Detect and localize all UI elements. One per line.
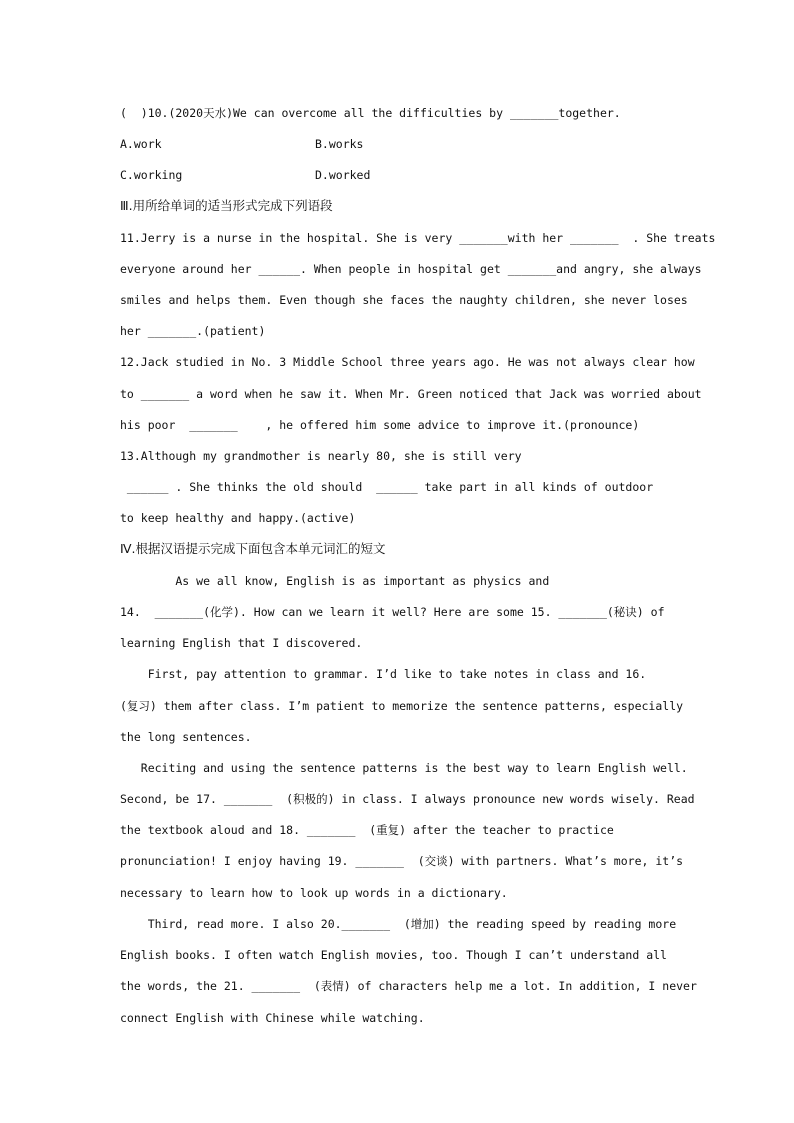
passage-line: learning English that I discovered. [120,636,363,650]
question-11-line: smiles and helps them. Even though she faces the naughty children, she never loses [120,293,688,307]
question-13-line: 13.Although my grandmother is nearly 80, she is still very [120,449,522,463]
passage-line: the long sentences. [120,730,252,744]
question-12-line: 12.Jack studied in No. 3 Middle School three years ago. He was not always clear how [120,355,695,369]
section-4-heading: Ⅳ.根据汉语提示完成下面包含本单元词汇的短文 [120,541,386,556]
question-10-stem: ( )10.(2020天水)We can overcome all the difficulties by _______together. [120,106,621,120]
passage-line: Third, read more. I also 20._______ (增加) the reading speed by reading more [120,917,677,931]
passage-line: connect English with Chinese while watching. [120,1011,425,1025]
question-11-line: 11.Jerry is a nurse in the hospital. She is very _______with her _______ . She treats [120,231,716,245]
passage-line: English books. I often watch English movies, too. Though I can’t understand all [120,948,667,962]
passage-line: Second, be 17. _______ (积极的) in class. I always pronounce new words wisely. Read [120,792,695,806]
question-13-line: ______ . She thinks the old should ______ take part in all kinds of outdoor [120,480,654,494]
passage-line: As we all know, English is as important as physics and [120,574,550,588]
passage-line: First, pay attention to grammar. I’d like to take notes in class and 16. [120,667,647,681]
passage-line: the textbook aloud and 18. _______ (重复) after the teacher to practice [120,823,614,837]
passage-line: necessary to learn how to look up words in a dictionary. [120,886,508,900]
passage-line: (复习) them after class. I’m patient to memorize the sentence patterns, especially [120,699,684,713]
question-13-line: to keep healthy and happy.(active) [120,511,356,525]
question-12-line: his poor _______ , he offered him some advice to improve it.(pronounce) [120,418,640,432]
passage-line: Reciting and using the sentence patterns is the best way to learn English well. [120,761,688,775]
passage-line: 14. _______(化学). How can we learn it well? Here are some 15. _______(秘诀) of [120,605,665,619]
passage-line: pronunciation! I enjoy having 19. _______ (交谈) with partners. What’s more, it’s [120,854,684,868]
option-c: C.working [120,168,183,182]
question-12-line: to _______ a word when he saw it. When Mr. Green noticed that Jack was worried about [120,387,702,401]
option-a: A.work [120,137,162,151]
section-3-heading: Ⅲ.用所给单词的适当形式完成下列语段 [120,198,333,213]
question-11-line: her _______.(patient) [120,324,266,338]
question-11-line: everyone around her ______. When people in hospital get _______and angry, she always [120,262,702,276]
passage-line: the words, the 21. _______ (表情) of characters help me a lot. In addition, I never [120,979,697,993]
option-b: B.works [315,137,364,151]
option-d: D.worked [315,168,371,182]
